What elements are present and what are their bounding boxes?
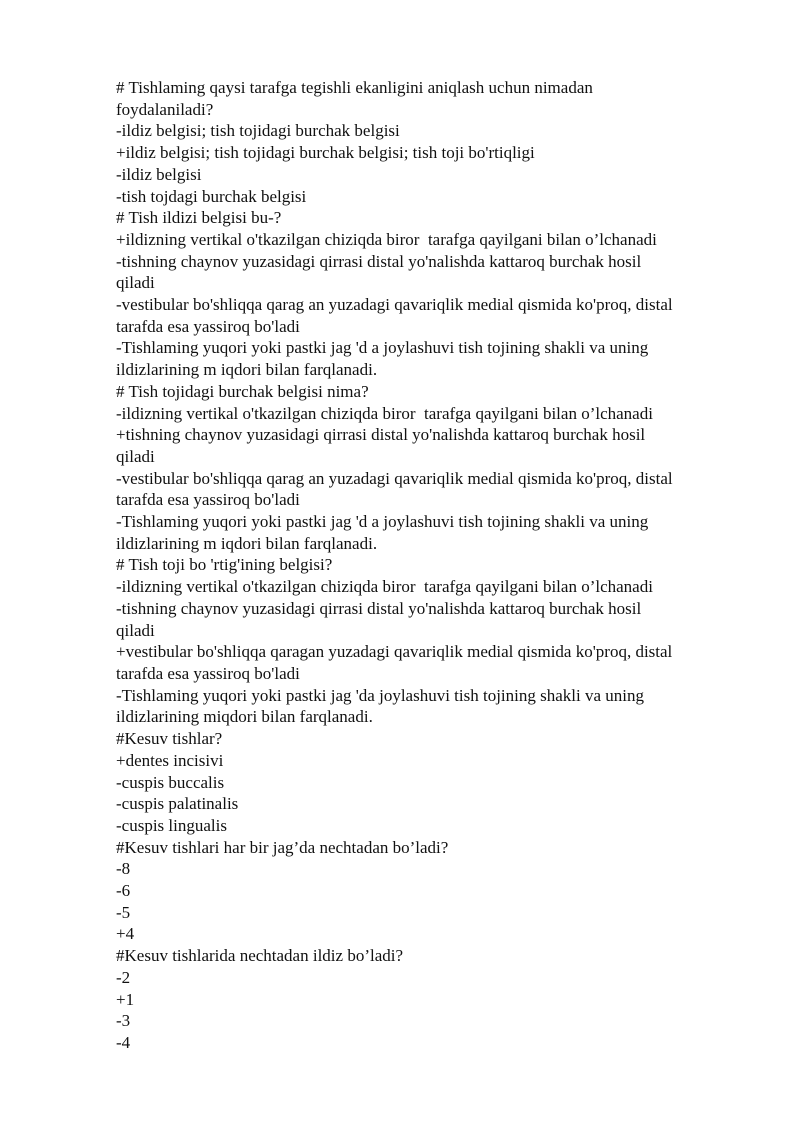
- text-line: -cuspis buccalis: [116, 772, 225, 792]
- text-line: -ildizning vertikal o'tkazilgan chiziqda biror tarafga qayilgani bilan o’lchanadi: [116, 577, 653, 597]
- text-line: -vestibular bo'shliqqa qarag an yuzadagi qavariqlik medial qismida ko'proq, distal: [116, 468, 673, 488]
- text-line: tarafda esa yassiroq bo'ladi: [116, 490, 300, 510]
- text-line: +ildiz belgisi; tish tojidagi burchak belgisi; tish toji bo'rtiqligi: [116, 143, 535, 163]
- text-line: -cuspis palatinalis: [116, 794, 239, 814]
- text-line: +1: [116, 989, 135, 1009]
- text-line: qiladi: [116, 620, 155, 640]
- text-line: #Kesuv tishlari har bir jag’da nechtadan bo’ladi?: [116, 837, 449, 857]
- text-line: qiladi: [116, 273, 155, 293]
- text-line: -ildiz belgisi: [116, 164, 202, 184]
- text-line: +4: [116, 924, 135, 944]
- text-line: # Tish ildizi belgisi bu-?: [116, 208, 282, 228]
- text-line: # Tishlaming qaysi tarafga tegishli ekanligini aniqlash uchun nimadan: [116, 78, 593, 97]
- text-line: ildizlarining miqdori bilan farqlanadi.: [116, 707, 373, 727]
- text-line: -ildizning vertikal o'tkazilgan chiziqda biror tarafga qayilgani bilan o’lchanadi: [116, 403, 653, 423]
- text-line: #Kesuv tishlarida nechtadan ildiz bo’ladi?: [116, 946, 404, 966]
- text-line: -6: [116, 881, 131, 901]
- text-line: +dentes incisivi: [116, 750, 224, 770]
- text-line: -tishning chaynov yuzasidagi qirrasi distal yo'nalishda kattaroq burchak hosil: [116, 598, 642, 618]
- document-page: [116, 77, 756, 1054]
- text-line: -ildiz belgisi; tish tojidagi burchak belgisi: [116, 121, 400, 141]
- text-line: # Tish toji bo 'rtig'ining belgisi?: [116, 555, 333, 575]
- text-line: -vestibular bo'shliqqa qarag an yuzadagi qavariqlik medial qismida ko'proq, distal: [116, 295, 673, 315]
- text-line: ildizlarining m iqdori bilan farqlanadi.: [116, 533, 378, 553]
- text-line: +tishning chaynov yuzasidagi qirrasi distal yo'nalishda kattaroq burchak hosil: [116, 425, 646, 445]
- text-line: -tishning chaynov yuzasidagi qirrasi distal yo'nalishda kattaroq burchak hosil: [116, 251, 642, 271]
- text-line: +vestibular bo'shliqqa qaragan yuzadagi qavariqlik medial qismida ko'proq, distal: [116, 642, 673, 662]
- text-line: -2: [116, 967, 131, 987]
- text-line: qiladi: [116, 446, 155, 466]
- text-line: -Tishlaming yuqori yoki pastki jag 'd a joylashuvi tish tojining shakli va uning: [116, 512, 649, 532]
- text-line: -cuspis lingualis: [116, 815, 227, 835]
- text-line: -Tishlaming yuqori yoki pastki jag 'd a joylashuvi tish tojining shakli va uning: [116, 338, 649, 358]
- text-line: -tish tojdagi burchak belgisi: [116, 186, 307, 206]
- text-line: # Tish tojidagi burchak belgisi nima?: [116, 381, 369, 401]
- text-line: -Tishlaming yuqori yoki pastki jag 'da joylashuvi tish tojining shakli va uning: [116, 685, 645, 705]
- text-line: +ildizning vertikal o'tkazilgan chiziqda biror tarafga qayilgani bilan o’lchanadi: [116, 229, 657, 249]
- text-line: -4: [116, 1032, 131, 1052]
- text-line: ildizlarining m iqdori bilan farqlanadi.: [116, 360, 378, 380]
- text-line: tarafda esa yassiroq bo'ladi: [116, 663, 300, 683]
- text-line: tarafda esa yassiroq bo'ladi: [116, 316, 300, 336]
- text-line: -3: [116, 1011, 131, 1031]
- text-line: -8: [116, 859, 131, 879]
- text-line: -5: [116, 902, 131, 922]
- text-line: foydalaniladi?: [116, 99, 214, 119]
- text-line: #Kesuv tishlar?: [116, 729, 223, 749]
